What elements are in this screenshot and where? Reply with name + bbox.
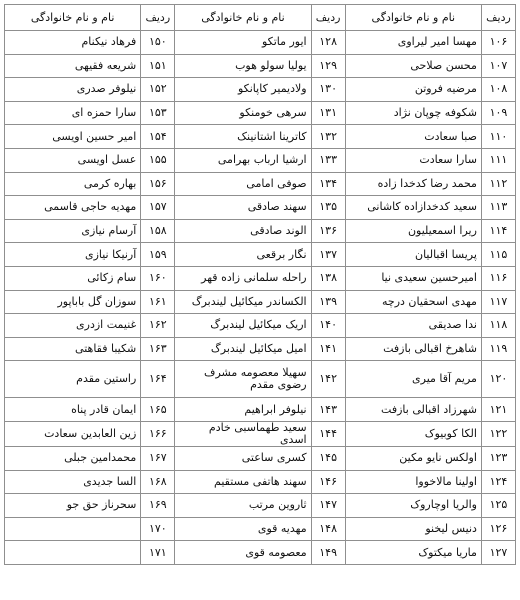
header-row-number-3: ردیف <box>141 5 175 31</box>
full-name-cell: سهند صادقی <box>175 196 311 220</box>
row-number-cell: ۱۶۱ <box>141 290 175 314</box>
table-row <box>5 125 516 149</box>
table-row <box>5 219 516 243</box>
row-number-cell: ۱۱۰ <box>481 125 515 149</box>
full-name-cell: کسری ساعتی <box>175 446 311 470</box>
full-name-cell: کاترینا اشتانینک <box>175 125 311 149</box>
full-name-cell: ماریا میکتوک <box>345 541 481 565</box>
full-name-cell: دنیس لیخنو <box>345 517 481 541</box>
full-name-cell: ایور ماتکو <box>175 31 311 55</box>
table-row <box>5 398 516 422</box>
table-row <box>5 31 516 55</box>
full-name-cell: ارشیا ارباب بهرامی <box>175 148 311 172</box>
full-name-cell: الوند صادقی <box>175 219 311 243</box>
full-name-cell: شهرزاد اقبالی بازفت <box>345 398 481 422</box>
row-number-cell: ۱۴۰ <box>311 314 345 338</box>
row-number-cell: ۱۲۴ <box>481 470 515 494</box>
row-number-cell: ۱۴۴ <box>311 421 345 446</box>
row-number-cell: ۱۳۱ <box>311 101 345 125</box>
row-number-cell: ۱۵۱ <box>141 54 175 78</box>
row-number-cell: ۱۶۹ <box>141 494 175 518</box>
row-number-cell: ۱۵۵ <box>141 148 175 172</box>
row-number-cell: ۱۴۲ <box>311 361 345 398</box>
full-name-cell: صبا سعادت <box>345 125 481 149</box>
full-name-cell: صوفی امامی <box>175 172 311 196</box>
row-number-cell: ۱۵۸ <box>141 219 175 243</box>
table-row <box>5 54 516 78</box>
names-table <box>4 4 516 565</box>
row-number-cell: ۱۱۴ <box>481 219 515 243</box>
full-name-cell: والریا اوچاروک <box>345 494 481 518</box>
row-number-cell: ۱۱۵ <box>481 243 515 267</box>
full-name-cell: سعید طهماسبی خادم اسدی <box>175 421 311 446</box>
header-full-name-3: نام و نام خانوادگی <box>5 5 141 31</box>
full-name-cell: شکیبا فقاهتی <box>5 337 141 361</box>
full-name-cell: نگار برقعی <box>175 243 311 267</box>
full-name-cell: بهاره کرمی <box>5 172 141 196</box>
row-number-cell: ۱۱۱ <box>481 148 515 172</box>
full-name-cell: شاهرخ اقبالی بازفت <box>345 337 481 361</box>
table-body <box>5 31 516 565</box>
row-number-cell: ۱۴۸ <box>311 517 345 541</box>
header-row-number-2: ردیف <box>311 5 345 31</box>
full-name-cell: اولکس نایو مکین <box>345 446 481 470</box>
row-number-cell: ۱۱۶ <box>481 266 515 290</box>
row-number-cell: ۱۳۹ <box>311 290 345 314</box>
table-row <box>5 446 516 470</box>
full-name-cell: ندا صدیقی <box>345 314 481 338</box>
full-name-cell: امیر حسین اویسی <box>5 125 141 149</box>
row-number-cell: ۱۱۹ <box>481 337 515 361</box>
table-row <box>5 337 516 361</box>
table-row <box>5 470 516 494</box>
full-name-cell: نیلوفر ابراهیم <box>175 398 311 422</box>
full-name-cell: آرسام نیازی <box>5 219 141 243</box>
full-name-cell: آرنیکا نیازی <box>5 243 141 267</box>
table-row <box>5 517 516 541</box>
row-number-cell: ۱۷۰ <box>141 517 175 541</box>
full-name-cell: مهدیه قوی <box>175 517 311 541</box>
row-number-cell: ۱۵۲ <box>141 78 175 102</box>
row-number-cell: ۱۱۸ <box>481 314 515 338</box>
full-name-cell: اریک میکائیل لیندبرگ <box>175 314 311 338</box>
row-number-cell: ۱۰۹ <box>481 101 515 125</box>
full-name-cell: سهند هاتفی مستقیم <box>175 470 311 494</box>
row-number-cell: ۱۵۰ <box>141 31 175 55</box>
row-number-cell: ۱۳۸ <box>311 266 345 290</box>
row-number-cell: ۱۵۴ <box>141 125 175 149</box>
row-number-cell: ۱۳۰ <box>311 78 345 102</box>
full-name-cell: محمد رضا کدخدا زاده <box>345 172 481 196</box>
full-name-cell: سارا حمزه ای <box>5 101 141 125</box>
row-number-cell: ۱۰۸ <box>481 78 515 102</box>
full-name-cell: یولیا سولو هوب <box>175 54 311 78</box>
table-row <box>5 290 516 314</box>
row-number-cell: ۱۵۶ <box>141 172 175 196</box>
row-number-cell: ۱۱۳ <box>481 196 515 220</box>
row-number-cell: ۱۲۵ <box>481 494 515 518</box>
full-name-cell: مریم آقا میری <box>345 361 481 398</box>
row-number-cell: ۱۵۹ <box>141 243 175 267</box>
row-number-cell: ۱۴۳ <box>311 398 345 422</box>
full-name-cell: سارا سعادت <box>345 148 481 172</box>
table-row <box>5 148 516 172</box>
row-number-cell: ۱۲۸ <box>311 31 345 55</box>
header-full-name-1: نام و نام خانوادگی <box>345 5 481 31</box>
full-name-cell: مهدی اسحقیان درچه <box>345 290 481 314</box>
row-number-cell: ۱۲۶ <box>481 517 515 541</box>
row-number-cell: ۱۶۶ <box>141 421 175 446</box>
full-name-cell: امیل میکائیل لیندبرگ <box>175 337 311 361</box>
row-number-cell: ۱۶۴ <box>141 361 175 398</box>
table-header <box>5 5 516 31</box>
full-name-cell: پریسا اقبالیان <box>345 243 481 267</box>
header-row <box>5 5 516 31</box>
table-row <box>5 494 516 518</box>
row-number-cell: ۱۲۷ <box>481 541 515 565</box>
full-name-cell: شکوفه چوپان نژاد <box>345 101 481 125</box>
full-name-cell: ایمان قادر پناه <box>5 398 141 422</box>
row-number-cell: ۱۵۷ <box>141 196 175 220</box>
table-row <box>5 541 516 565</box>
row-number-cell: ۱۱۲ <box>481 172 515 196</box>
row-number-cell: ۱۲۳ <box>481 446 515 470</box>
full-name-cell: مهدیه حاجی قاسمی <box>5 196 141 220</box>
row-number-cell: ۱۳۵ <box>311 196 345 220</box>
row-number-cell: ۱۲۲ <box>481 421 515 446</box>
full-name-cell: نیلوفر صدری <box>5 78 141 102</box>
full-name-cell: سعید کدخدازاده کاشانی <box>345 196 481 220</box>
row-number-cell: ۱۶۵ <box>141 398 175 422</box>
full-name-cell: سرهی خومنکو <box>175 101 311 125</box>
table-row <box>5 266 516 290</box>
full-name-cell: الکا کوبیوک <box>345 421 481 446</box>
row-number-cell: ۱۳۴ <box>311 172 345 196</box>
table-row <box>5 172 516 196</box>
row-number-cell: ۱۳۳ <box>311 148 345 172</box>
header-full-name-2: نام و نام خانوادگی <box>175 5 311 31</box>
full-name-cell: ولادیمیر کاپانکو <box>175 78 311 102</box>
table-row <box>5 78 516 102</box>
table-row <box>5 196 516 220</box>
full-name-cell: زین العابدین سعادت <box>5 421 141 446</box>
row-number-cell: ۱۲۱ <box>481 398 515 422</box>
full-name-cell <box>5 541 141 565</box>
full-name-cell: سام زکائی <box>5 266 141 290</box>
row-number-cell: ۱۴۶ <box>311 470 345 494</box>
row-number-cell: ۱۱۷ <box>481 290 515 314</box>
full-name-cell: محمدامین جبلی <box>5 446 141 470</box>
row-number-cell: ۱۶۷ <box>141 446 175 470</box>
full-name-cell: ریرا اسمعیلیون <box>345 219 481 243</box>
full-name-cell: فرهاد نیکنام <box>5 31 141 55</box>
table-row <box>5 421 516 446</box>
full-name-cell: غنیمت ازدری <box>5 314 141 338</box>
full-name-cell: ثاروین مرتب <box>175 494 311 518</box>
row-number-cell: ۱۷۱ <box>141 541 175 565</box>
row-number-cell: ۱۴۱ <box>311 337 345 361</box>
full-name-cell: امیرحسین سعیدی نیا <box>345 266 481 290</box>
table-row <box>5 101 516 125</box>
row-number-cell: ۱۳۷ <box>311 243 345 267</box>
full-name-cell: السا جدیدی <box>5 470 141 494</box>
row-number-cell: ۱۳۶ <box>311 219 345 243</box>
full-name-cell: سحرناز حق جو <box>5 494 141 518</box>
full-name-cell: شریعه فقیهی <box>5 54 141 78</box>
table-row <box>5 243 516 267</box>
row-number-cell: ۱۶۳ <box>141 337 175 361</box>
table-row <box>5 361 516 398</box>
full-name-cell: معصومه قوی <box>175 541 311 565</box>
full-name-cell: سهیلا معصومه مشرف رضوی مقدم <box>175 361 311 398</box>
full-name-cell: راحله سلمانی زاده قهر <box>175 266 311 290</box>
full-name-cell: سوزان گل باباپور <box>5 290 141 314</box>
full-name-cell: عسل اویسی <box>5 148 141 172</box>
row-number-cell: ۱۰۶ <box>481 31 515 55</box>
row-number-cell: ۱۴۹ <box>311 541 345 565</box>
full-name-cell: مهسا امیر لیراوی <box>345 31 481 55</box>
full-name-cell: محسن صلاحی <box>345 54 481 78</box>
row-number-cell: ۱۶۸ <box>141 470 175 494</box>
row-number-cell: ۱۴۵ <box>311 446 345 470</box>
row-number-cell: ۱۳۲ <box>311 125 345 149</box>
name-list-sheet <box>4 4 516 565</box>
row-number-cell: ۱۵۳ <box>141 101 175 125</box>
full-name-cell: اولینا مالاخووا <box>345 470 481 494</box>
row-number-cell: ۱۲۹ <box>311 54 345 78</box>
row-number-cell: ۱۰۷ <box>481 54 515 78</box>
full-name-cell: راستین مقدم <box>5 361 141 398</box>
full-name-cell: مرضیه فروتن <box>345 78 481 102</box>
row-number-cell: ۱۲۰ <box>481 361 515 398</box>
header-row-number-1: ردیف <box>481 5 515 31</box>
row-number-cell: ۱۶۲ <box>141 314 175 338</box>
row-number-cell: ۱۶۰ <box>141 266 175 290</box>
full-name-cell <box>5 517 141 541</box>
table-row <box>5 314 516 338</box>
full-name-cell: الکساندر میکائیل لیندبرگ <box>175 290 311 314</box>
row-number-cell: ۱۴۷ <box>311 494 345 518</box>
